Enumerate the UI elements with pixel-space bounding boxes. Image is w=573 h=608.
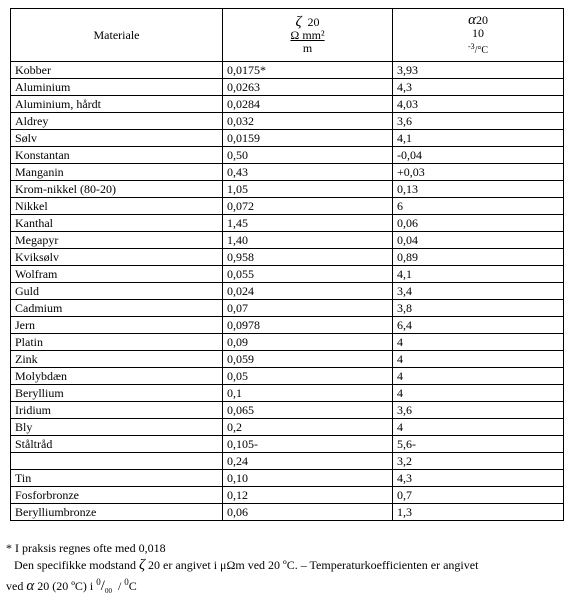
resistivity-value: 0,065 — [223, 402, 393, 419]
permille-bottom: 00 — [104, 587, 112, 595]
material-name: Aldrey — [11, 113, 223, 130]
resistivity-value: 0,024 — [223, 283, 393, 300]
table-row — [11, 283, 564, 300]
temp-coeff-value: 3,2 — [393, 453, 564, 470]
temp-coeff-value: 4 — [393, 385, 564, 402]
resistivity-value: 0,43 — [223, 164, 393, 181]
material-name: Manganin — [11, 164, 223, 181]
temp-coeff-value: 3,6 — [393, 402, 564, 419]
material-name: Beryllium — [11, 385, 223, 402]
table-row — [11, 130, 564, 147]
permille-slash: / — [100, 578, 105, 594]
temp-coeff-value: 0,89 — [393, 249, 564, 266]
permille-top: 0 — [96, 577, 101, 587]
material-name: Jern — [11, 317, 223, 334]
temp-coeff-value: 6,4 — [393, 317, 564, 334]
resistivity-value: 0,105- — [223, 436, 393, 453]
table-row — [11, 317, 564, 334]
resistivity-value: 0,10 — [223, 470, 393, 487]
resistivity-value: 0,06 — [223, 504, 393, 521]
coeff-unit-tail: /°C — [474, 44, 489, 56]
material-name: Guld — [11, 283, 223, 300]
temp-coeff-value: 6 — [393, 198, 564, 215]
note-line-3: ved α 20 (20 ºC) i $^0/_{00} / ^0C$ — [6, 577, 137, 595]
resistivity-value: 0,032 — [223, 113, 393, 130]
material-name: Platin — [11, 334, 223, 351]
material-name: Wolfram — [11, 266, 223, 283]
header-resistivity — [223, 9, 393, 62]
material-name: Tin — [11, 470, 223, 487]
table-row — [11, 215, 564, 232]
resistivity-value: 0,072 — [223, 198, 393, 215]
resistivity-value: 0,0159 — [223, 130, 393, 147]
resistivity-value: 0,0284 — [223, 96, 393, 113]
temp-coeff-value: 3,8 — [393, 300, 564, 317]
material-name: Cadmium — [11, 300, 223, 317]
temp-coeff-value: 4,03 — [393, 96, 564, 113]
celsius-unit: C — [128, 579, 137, 593]
temp-coeff-value: +0,03 — [393, 164, 564, 181]
temp-coeff-value: 0,7 — [393, 487, 564, 504]
temp-coeff-value: 4 — [393, 419, 564, 436]
material-name: Aluminium, hårdt — [11, 96, 223, 113]
table-row — [11, 147, 564, 164]
material-name: Iridium — [11, 402, 223, 419]
table-row — [11, 181, 564, 198]
material-name: Molybdæn — [11, 368, 223, 385]
zeta-symbol-note: ζ — [138, 557, 146, 573]
table-row — [11, 300, 564, 317]
material-name: Aluminium — [11, 79, 223, 96]
resistivity-value: 0,2 — [223, 419, 393, 436]
coeff-unit-num: 10 — [472, 25, 484, 40]
temp-coeff-value: 4 — [393, 351, 564, 368]
table-row — [11, 368, 564, 385]
table-row — [11, 96, 564, 113]
resistivity-value: 1,05 — [223, 181, 393, 198]
table-row — [11, 113, 564, 130]
resistivity-unit-bottom: m — [302, 40, 313, 55]
table-row — [11, 62, 564, 79]
coeff-unit-exp: -3 — [467, 41, 475, 51]
material-name: Kviksølv — [11, 249, 223, 266]
resistivity-value: 0,09 — [223, 334, 393, 351]
resistivity-value: 0,50 — [223, 147, 393, 164]
temp-coeff-value: 4 — [393, 368, 564, 385]
table-row — [11, 198, 564, 215]
resistivity-value: 0,24 — [223, 453, 393, 470]
resistivity-value: 0,12 — [223, 487, 393, 504]
zeta-symbol: ζ — [295, 13, 302, 30]
resistivity-value: 0,0175* — [223, 62, 393, 79]
table-row — [11, 79, 564, 96]
table-row — [11, 266, 564, 283]
table-row — [11, 334, 564, 351]
material-name: Megapyr — [11, 232, 223, 249]
material-name: Sølv — [11, 130, 223, 147]
temp-coeff-value: 4,3 — [393, 79, 564, 96]
table-body — [11, 9, 564, 521]
temp-coeff-value: 4 — [393, 334, 564, 351]
temp-coeff-value: 3,93 — [393, 62, 564, 79]
table-row — [11, 351, 564, 368]
temp-coeff-value: 4,1 — [393, 266, 564, 283]
temp-coeff-value: 0,13 — [393, 181, 564, 198]
temp-coeff-value: 1,3 — [393, 504, 564, 521]
alpha-symbol: α — [468, 11, 476, 28]
resistivity-value: 0,0978 — [223, 317, 393, 334]
material-name: Bly — [11, 419, 223, 436]
temp-coeff-value: 0,06 — [393, 215, 564, 232]
material-name: Konstantan — [11, 147, 223, 164]
resistivity-value: 0,055 — [223, 266, 393, 283]
material-name: Berylliumbronze — [11, 504, 223, 521]
table-row — [11, 249, 564, 266]
table-row — [11, 232, 564, 249]
table-row — [11, 419, 564, 436]
material-name: Nikkel — [11, 198, 223, 215]
resistivity-value: 1,40 — [223, 232, 393, 249]
temp-coeff-value: 5,6- — [393, 436, 564, 453]
material-name: Ståltråd — [11, 436, 223, 453]
header-material: Materiale — [11, 9, 223, 62]
unit-slash: / — [117, 579, 122, 593]
temp-coeff-value: 3,4 — [393, 283, 564, 300]
resistivity-value: 0,1 — [223, 385, 393, 402]
footnote: * I praksis regnes ofte med 0,018 — [6, 541, 166, 555]
material-table — [10, 8, 564, 521]
temp-coeff-value: 4,1 — [393, 130, 564, 147]
resistivity-value: 0,0263 — [223, 79, 393, 96]
table-row — [11, 385, 564, 402]
alpha-subscript: 20 — [475, 12, 488, 27]
table-row — [11, 504, 564, 521]
material-name: Kobber — [11, 62, 223, 79]
material-name: Zink — [11, 351, 223, 368]
zeta-subscript: 20 — [307, 14, 320, 29]
temp-coeff-value: 3,6 — [393, 113, 564, 130]
temp-coeff-value: 4,3 — [393, 470, 564, 487]
table-row — [11, 164, 564, 181]
alpha-symbol-note: α — [26, 578, 35, 594]
resistivity-value: 0,059 — [223, 351, 393, 368]
degree-sup: 0 — [124, 577, 129, 587]
material-name: Krom-nikkel (80-20) — [11, 181, 223, 198]
resistivity-value: 0,07 — [223, 300, 393, 317]
resistivity-value: 0,05 — [223, 368, 393, 385]
resistivity-value: 1,45 — [223, 215, 393, 232]
table-row — [11, 453, 564, 470]
note-line-2: Den specifikke modstand ζ 20 er angivet i μΩm ved 20 ºC. – Temperaturkoefficienten er angivet — [14, 557, 479, 573]
temp-coeff-value: -0,04 — [393, 147, 564, 164]
material-name: Fosforbronze — [11, 487, 223, 504]
material-name: Kanthal — [11, 215, 223, 232]
table-header-row — [11, 9, 564, 62]
table-row — [11, 402, 564, 419]
table-row — [11, 436, 564, 453]
header-temp-coeff — [393, 9, 564, 62]
table-row — [11, 487, 564, 504]
temp-coeff-value: 0,04 — [393, 232, 564, 249]
material-name — [11, 453, 223, 470]
resistivity-value: 0,958 — [223, 249, 393, 266]
table-row — [11, 470, 564, 487]
resistivity-unit-top: Ω mm² — [290, 27, 325, 42]
notes — [6, 540, 568, 600]
